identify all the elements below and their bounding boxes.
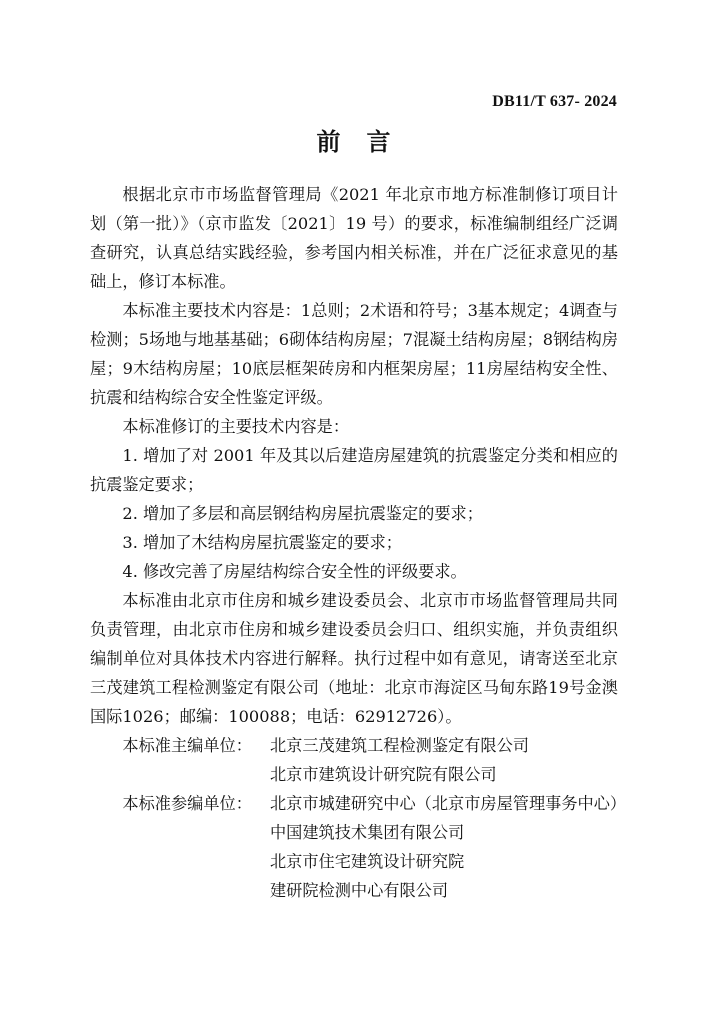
participating-units-list <box>270 789 626 905</box>
paragraph-revision-intro: 本标准修订的主要技术内容是： <box>122 417 350 436</box>
participating-unit-item: 北京市城建研究中心（北京市房屋管理事务中心） <box>270 794 627 813</box>
participating-unit-item: 北京市住宅建筑设计研究院 <box>270 852 465 871</box>
participating-units-label: 本标准参编单位： <box>122 794 252 813</box>
standard-code: DB11/T 637- 2024 <box>492 93 617 110</box>
participating-unit-item: 建研院检测中心有限公司 <box>270 881 449 900</box>
paragraph-management: 本标准由北京市住房和城乡建设委员会、北京市市场监督管理局共同负责管理，由北京市住房和城乡建设委员会归口、组织实施，并负责组织编制单位对具体技术内容进行解释。执行过程中如有意见，请寄送至北京三茂建筑工程检测鉴定有限公司（地址：北京市海淀区马甸东路19号金澳国际1026；邮编：100088；电话：62912726）。 <box>90 591 618 726</box>
paragraph-background: 根据北京市市场监督管理局《2021 年北京市地方标准制修订项目计划（第一批）》（京市监发〔2021〕19 号）的要求，标准编制组经广泛调查研究，认真总结实践经验，参考国内相关标准，并在广泛征求意见的基础上，修订本标准。 <box>90 185 618 291</box>
paragraph-main-contents: 本标准主要技术内容是：1总则；2术语和符号；3基本规定；4调查与检测；5场地与地基基础；6砌体结构房屋；7混凝土结构房屋；8钢结构房屋；9木结构房屋；10底层框架砖房和内框架房屋；11房屋结构安全性、抗震和结构综合安全性鉴定评级。 <box>90 301 618 407</box>
paragraph-revision-item-3: 3. 增加了木结构房屋抗震鉴定的要求； <box>122 533 402 552</box>
chief-units-label: 本标准主编单位： <box>122 736 252 755</box>
compiling-units <box>90 731 627 905</box>
chief-unit-item: 北京三茂建筑工程检测鉴定有限公司 <box>270 736 529 755</box>
paragraph-revision-item-4: 4. 修改完善了房屋结构综合安全性的评级要求。 <box>122 562 467 581</box>
participating-unit-item: 中国建筑技术集团有限公司 <box>270 823 465 842</box>
chief-units-row <box>90 731 618 789</box>
participating-units-row <box>90 789 627 905</box>
paragraph-revision-item-2: 2. 增加了多层和高层钢结构房屋抗震鉴定的要求； <box>122 504 483 523</box>
foreword-body <box>90 180 627 905</box>
paragraph-revision-item-1: 1. 增加了对 2001 年及其以后建造房屋建筑的抗震鉴定分类和相应的抗震鉴定要求； <box>90 446 618 494</box>
chief-unit-item: 北京市建筑设计研究院有限公司 <box>270 765 497 784</box>
page-title: 前言 <box>316 127 417 156</box>
chief-units-list <box>270 731 529 789</box>
